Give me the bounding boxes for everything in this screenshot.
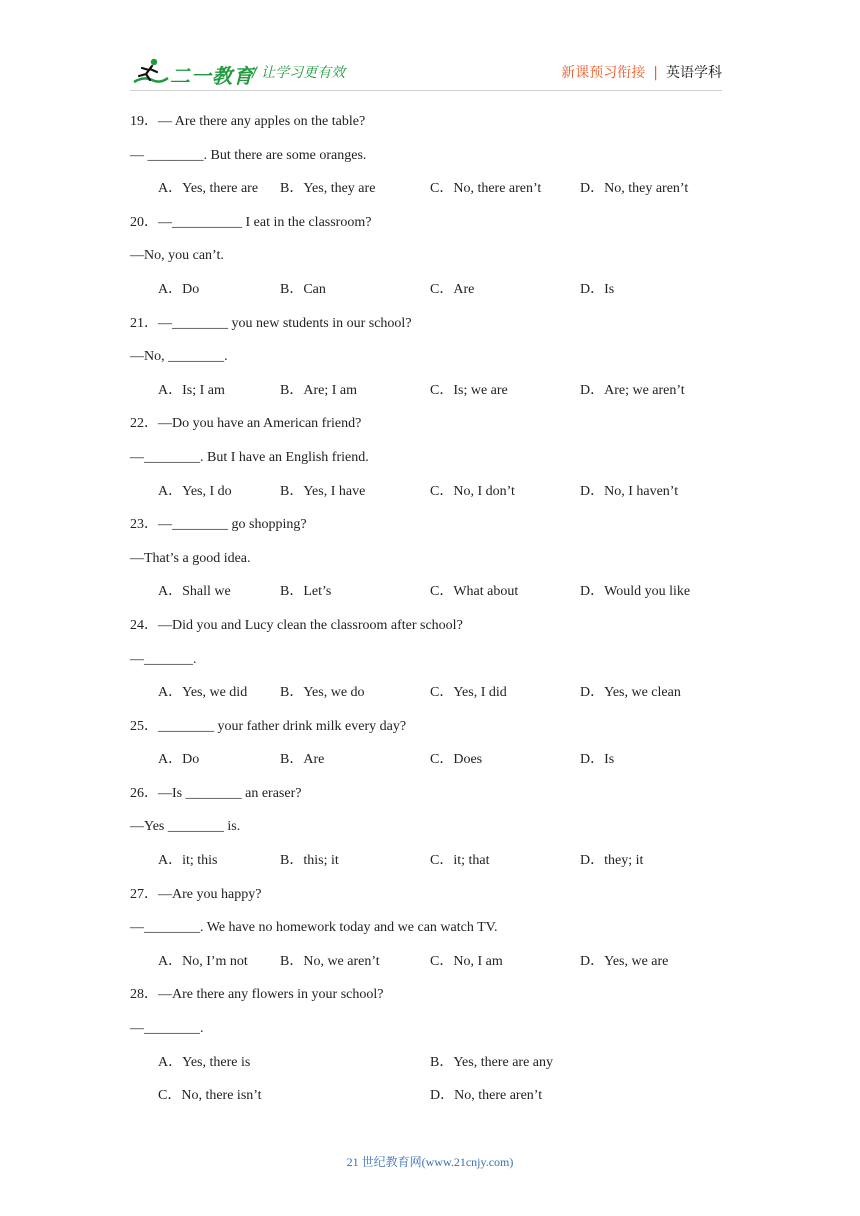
answer-prompt: —________. bbox=[130, 1021, 204, 1037]
options-row bbox=[130, 1085, 730, 1119]
options-row bbox=[130, 850, 730, 884]
answer-prompt: — ________. But there are some oranges. bbox=[130, 147, 367, 163]
option-c[interactable]: C．No, I am bbox=[430, 953, 503, 969]
answer-prompt: —No, you can’t. bbox=[130, 248, 224, 264]
options-row bbox=[130, 581, 730, 615]
option-b[interactable]: B．Let’s bbox=[280, 584, 332, 600]
option-c[interactable]: C．it; that bbox=[430, 853, 490, 869]
option-c[interactable]: C．Does bbox=[430, 752, 483, 768]
question-text: 28．—Are there any flowers in your school? bbox=[130, 987, 384, 1003]
question-list bbox=[130, 111, 730, 1119]
header-divider bbox=[130, 90, 722, 91]
options-row bbox=[130, 178, 730, 212]
option-a[interactable]: A．Do bbox=[158, 281, 200, 297]
option-c[interactable]: C．Yes, I did bbox=[430, 685, 507, 701]
option-a[interactable]: A．No, I’m not bbox=[158, 953, 248, 969]
answer-prompt: —_______. bbox=[130, 651, 197, 667]
option-c[interactable]: C．What about bbox=[430, 584, 519, 600]
option-d[interactable]: D．Is bbox=[580, 281, 615, 297]
option-d[interactable]: D．Yes, we clean bbox=[580, 685, 681, 701]
page-footer: 21 世纪教育网(www.21cnjy.com) bbox=[346, 1155, 514, 1169]
subject-label: 英语学科 bbox=[666, 65, 722, 81]
option-c[interactable]: C．No, I don’t bbox=[430, 483, 515, 499]
option-b[interactable]: B．Are; I am bbox=[280, 382, 357, 398]
option-a[interactable]: A．Shall we bbox=[158, 584, 231, 600]
options-row bbox=[130, 749, 730, 783]
option-a[interactable]: A．Yes, there are bbox=[158, 181, 259, 197]
question-text: 21．—________ you new students in our school? bbox=[130, 315, 412, 331]
option-b[interactable]: B．No, we aren’t bbox=[280, 953, 380, 969]
runner-logo-icon bbox=[130, 56, 170, 88]
options-row bbox=[130, 279, 730, 313]
question-text: 24．—Did you and Lucy clean the classroom after school? bbox=[130, 617, 463, 633]
question-text: 19．— Are there any apples on the table? bbox=[130, 114, 366, 129]
header-separator: | bbox=[653, 65, 658, 81]
option-a[interactable]: A．Yes, there is bbox=[158, 1054, 251, 1070]
option-b[interactable]: B．Yes, there are any bbox=[430, 1054, 553, 1070]
option-a[interactable]: A．Do bbox=[158, 752, 200, 768]
option-d[interactable]: D．Are; we aren’t bbox=[580, 382, 685, 398]
option-d[interactable]: D．No, I haven’t bbox=[580, 483, 679, 499]
options-row bbox=[130, 951, 730, 985]
option-d[interactable]: D．No, they aren’t bbox=[580, 181, 689, 197]
options-row bbox=[130, 682, 730, 716]
question-text: 26．—Is ________ an eraser? bbox=[130, 785, 302, 801]
page-header bbox=[0, 0, 860, 100]
question-text: 20．—__________ I eat in the classroom? bbox=[130, 214, 372, 230]
options-row bbox=[130, 481, 730, 515]
option-b[interactable]: B．Yes, they are bbox=[280, 181, 376, 197]
header-slogan: / 让学习更有效 bbox=[252, 65, 346, 81]
option-d[interactable]: D．Is bbox=[580, 752, 615, 768]
answer-prompt: —Yes ________ is. bbox=[130, 819, 241, 835]
option-b[interactable]: B．Are bbox=[280, 752, 325, 768]
option-c[interactable]: C．No, there aren’t bbox=[430, 181, 542, 197]
options-row bbox=[130, 380, 730, 414]
answer-prompt: —________. We have no homework today and we can watch TV. bbox=[130, 920, 498, 936]
option-b[interactable]: B．Yes, we do bbox=[280, 685, 365, 701]
option-c[interactable]: C．No, there isn’t bbox=[158, 1088, 262, 1104]
answer-prompt: —No, ________. bbox=[130, 349, 228, 365]
header-subject bbox=[561, 62, 722, 82]
option-c[interactable]: C．Are bbox=[430, 281, 475, 297]
question-text: 23．—________ go shopping? bbox=[130, 517, 307, 533]
option-a[interactable]: A．Is; I am bbox=[158, 382, 225, 398]
answer-prompt: —________. But I have an English friend. bbox=[130, 449, 369, 465]
option-d[interactable]: D．Would you like bbox=[580, 584, 691, 600]
options-row bbox=[130, 1052, 730, 1086]
option-d[interactable]: D．they; it bbox=[580, 853, 644, 869]
option-b[interactable]: B．this; it bbox=[280, 853, 339, 869]
option-a[interactable]: A．Yes, we did bbox=[158, 685, 248, 701]
option-a[interactable]: A．it; this bbox=[158, 853, 218, 869]
question-text: 25．________ your father drink milk every day? bbox=[130, 718, 407, 734]
question-text: 27．—Are you happy? bbox=[130, 886, 262, 902]
option-d[interactable]: D．No, there aren’t bbox=[430, 1088, 543, 1104]
answer-prompt: —That’s a good idea. bbox=[130, 550, 251, 566]
brand-logo-text: 二一教育 bbox=[170, 64, 254, 88]
option-b[interactable]: B．Can bbox=[280, 281, 326, 297]
option-d[interactable]: D．Yes, we are bbox=[580, 953, 669, 969]
option-a[interactable]: A．Yes, I do bbox=[158, 483, 232, 499]
course-label: 新课预习衔接 bbox=[561, 65, 646, 81]
option-c[interactable]: C．Is; we are bbox=[430, 382, 508, 398]
question-text: 22．—Do you have an American friend? bbox=[130, 416, 362, 432]
option-b[interactable]: B．Yes, I have bbox=[280, 483, 366, 499]
